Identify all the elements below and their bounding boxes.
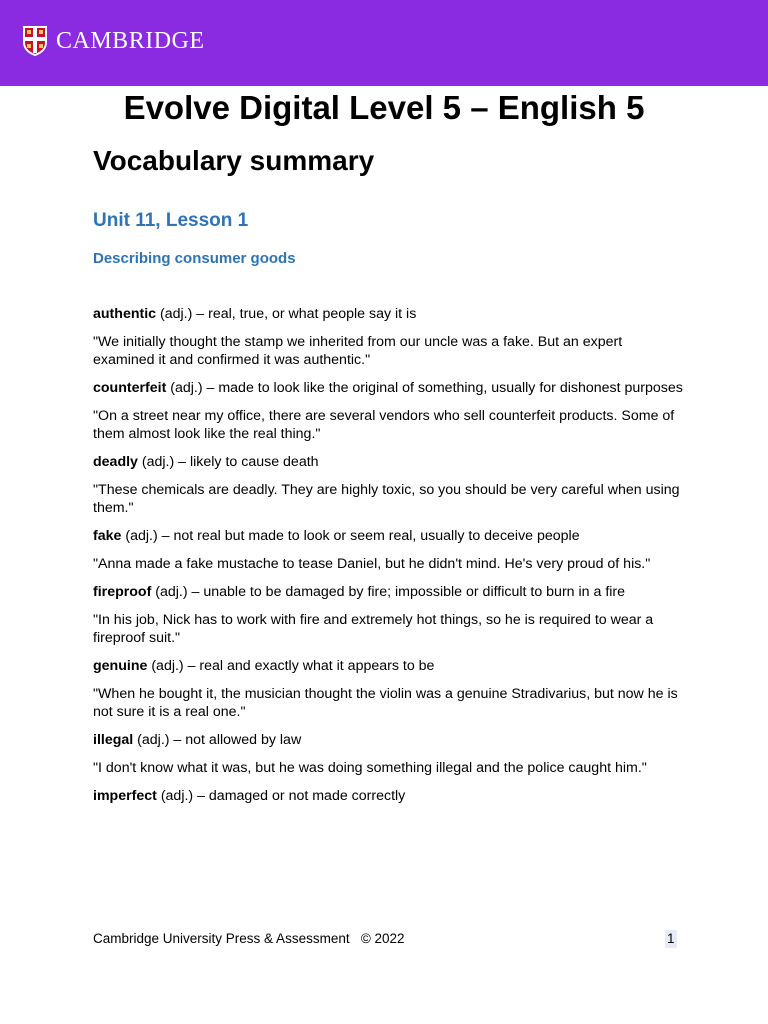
footer-publisher: Cambridge University Press & Assessment © 2022 xyxy=(93,931,405,946)
entry-definition xyxy=(93,657,683,675)
entry-definition xyxy=(93,305,683,323)
header-bar xyxy=(0,0,768,86)
vocabulary-list xyxy=(93,305,683,815)
entry-definition xyxy=(93,379,683,397)
entry-example: "Anna made a fake mustache to tease Daniel, but he didn't mind. He's very proud of his." xyxy=(93,556,651,572)
page-number: 1 xyxy=(667,931,675,946)
cambridge-shield-icon xyxy=(22,25,48,57)
entry-example: "When he bought it, the musician thought the violin was a genuine Stradivarius, but now he is not sure it is a real one." xyxy=(93,686,678,720)
entry-term: illegal xyxy=(93,732,134,748)
entry-definition xyxy=(93,527,683,545)
definition-text: (adj.) – damaged or not made correctly xyxy=(156,788,406,804)
entry-term: deadly xyxy=(93,454,138,470)
entry-example: "In his job, Nick has to work with fire and extremely hot things, so he is required to wear a fireproof suit." xyxy=(93,612,654,646)
definition-text: (adj.) – not real but made to look or seem real, usually to deceive people xyxy=(121,528,580,544)
cambridge-logo[interactable] xyxy=(22,25,205,57)
brand-name: CAMBRIDGE xyxy=(56,28,205,54)
document-title: Evolve Digital Level 5 – English 5 xyxy=(123,89,645,126)
entry-definition xyxy=(93,453,683,471)
entry-term: counterfeit xyxy=(93,380,167,396)
definition-text: (adj.) – likely to cause death xyxy=(137,454,319,470)
definition-text: (adj.) – real and exactly what it appears to be xyxy=(147,658,435,674)
entry-definition xyxy=(93,787,683,805)
definition-text: (adj.) – made to look like the original of something, usually for dishonest purposes xyxy=(166,380,683,396)
entry-term: authentic xyxy=(93,306,157,322)
entry-definition xyxy=(93,583,683,601)
unit-heading: Unit 11, Lesson 1 xyxy=(93,210,249,231)
entry-definition xyxy=(93,731,683,749)
entry-term: genuine xyxy=(93,658,148,674)
entry-example: "We initially thought the stamp we inherited from our uncle was a fake. But an expert examined it and confirmed it was authentic." xyxy=(93,334,623,368)
entry-example: "These chemicals are deadly. They are highly toxic, so you should be very careful when using them." xyxy=(93,482,680,516)
document-subtitle: Vocabulary summary xyxy=(93,145,375,176)
entry-example: "I don't know what it was, but he was doing something illegal and the police caught him." xyxy=(93,760,647,776)
section-heading: Describing consumer goods xyxy=(93,250,296,267)
entry-term: fireproof xyxy=(93,584,152,600)
definition-text: (adj.) – not allowed by law xyxy=(133,732,302,748)
definition-text: (adj.) – real, true, or what people say it is xyxy=(156,306,417,322)
entry-term: imperfect xyxy=(93,788,157,804)
entry-example: "On a street near my office, there are several vendors who sell counterfeit products. Some of them almost look like the real thing." xyxy=(93,408,675,442)
definition-text: (adj.) – unable to be damaged by fire; impossible or difficult to burn in a fire xyxy=(151,584,626,600)
entry-term: fake xyxy=(93,528,122,544)
